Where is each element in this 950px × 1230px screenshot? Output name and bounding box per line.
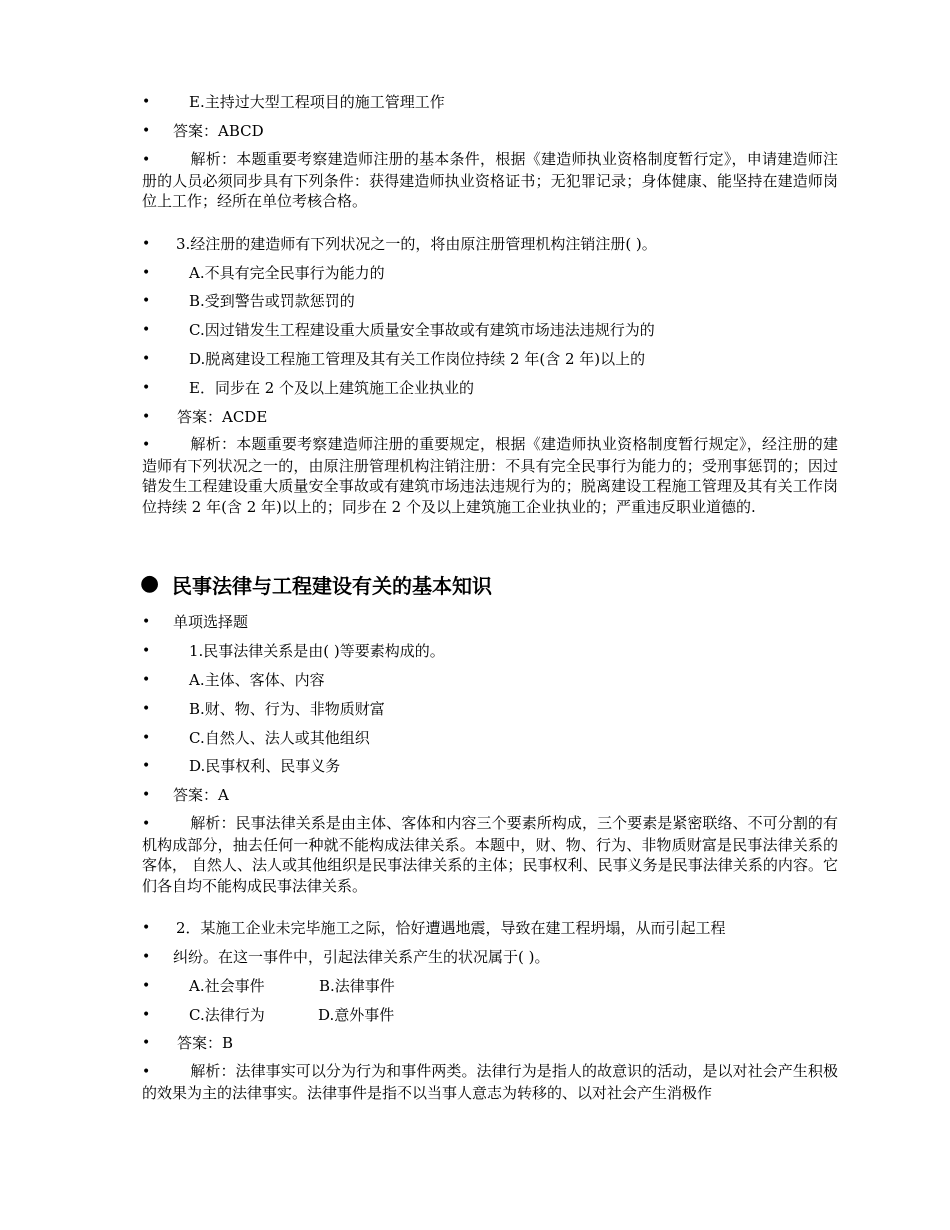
bullet: • bbox=[142, 94, 151, 110]
option-c: C.法律行为 bbox=[189, 1006, 265, 1024]
option-b: B.财、物、行为、非物质财富 bbox=[189, 700, 385, 718]
bullet: • bbox=[142, 1007, 151, 1023]
bullet: • bbox=[142, 730, 151, 746]
bullet: • bbox=[142, 672, 151, 688]
bullet: • bbox=[142, 816, 151, 832]
heading-text: 民事法律与工程建设有关的基本知识 bbox=[172, 574, 492, 598]
analysis-text: 解析：民事法律关系是由主体、客体和内容三个要素所构成，三个要素是紧密联络、不可分割的有机构成部分，抽去任何一种就不能构成法律关系。本题中，财、物、行为、非物质财富是民事法律关系的客体， 自然人、法人或其他组织是民事法律关系的主体；民事权利、民事义务是民事法律关系的内容。它们各自均不能构成民事法律关系。 bbox=[142, 814, 838, 895]
bullet: • bbox=[142, 978, 151, 994]
option-a: A.主体、客体、内容 bbox=[189, 671, 325, 689]
bullet: • bbox=[142, 351, 151, 367]
bullet: • bbox=[142, 787, 151, 803]
bullet: • bbox=[142, 920, 151, 936]
bullet: • bbox=[142, 123, 151, 139]
question-text: 2．某施工企业未完毕施工之际，恰好遭遇地震，导致在建工程坍塌，从而引起工程 bbox=[176, 919, 726, 937]
bullet: • bbox=[142, 1035, 151, 1051]
question-type: 单项选择题 bbox=[173, 613, 249, 631]
analysis-paragraph bbox=[142, 149, 838, 212]
analysis-text: 解析：本题重要考察建造师注册的重要规定，根据《建造师执业资格制度暂行规定》，经注册的建造师有下列状况之一的，由原注册管理机构注销注册：不具有完全民事行为能力的；受刑事惩罚的；因过错发生工程建设重大质量安全事故或有建筑市场违法违规行为的；脱离建设工程施工管理及其有关工作岗位持续 2 年(含 2 年)以上的；同步在 2 个及以上建筑施工企业执业的；严重违反职业道德的. bbox=[142, 435, 838, 516]
bullet: • bbox=[142, 152, 151, 168]
answer: 答案：B bbox=[177, 1034, 234, 1052]
bullet: • bbox=[142, 701, 151, 717]
option-b: B.法律事件 bbox=[319, 977, 395, 995]
option-c: C.因过错发生工程建设重大质量安全事故或有建筑市场违法违规行为的 bbox=[189, 321, 655, 339]
option-a: A.社会事件 bbox=[189, 977, 265, 995]
heading-bullet: ● bbox=[140, 571, 160, 596]
option-c: C.自然人、法人或其他组织 bbox=[189, 729, 370, 747]
answer: 答案：ACDE bbox=[177, 408, 268, 426]
analysis-text: 解析：法律事实可以分为行为和事件两类。法律行为是指人的故意识的活动，是以对社会产生积极的效果为主的法律事实。法律事件是指不以当事人意志为转移的、以对社会产生消极作 bbox=[142, 1062, 838, 1102]
answer: 答案：A bbox=[173, 786, 229, 804]
question-text: 1.民事法律关系是由( )等要素构成的。 bbox=[189, 642, 445, 660]
bullet: • bbox=[142, 949, 151, 965]
bullet: • bbox=[142, 1064, 151, 1080]
option-a: A.不具有完全民事行为能力的 bbox=[189, 264, 385, 282]
bullet: • bbox=[142, 322, 151, 338]
analysis-paragraph bbox=[142, 434, 838, 517]
analysis-paragraph bbox=[142, 813, 838, 896]
question-text-continued: 纠纷。在这一事件中，引起法律关系产生的状况属于( )。 bbox=[173, 948, 550, 966]
option-e: E．同步在 2 个及以上建筑施工企业执业的 bbox=[189, 379, 475, 397]
analysis-text: 解析：本题重要考察建造师注册的基本条件，根据《建造师执业资格制度暂行定》，申请建造师注册的人员必须同步具有下列条件：获得建造师执业资格证书；无犯罪记录；身体健康、能坚持在建造师岗位上工作；经所在单位考核合格。 bbox=[142, 150, 838, 210]
bullet: • bbox=[142, 380, 151, 396]
question-text: 3.经注册的建造师有下列状况之一的，将由原注册管理机构注销注册( )。 bbox=[176, 235, 657, 253]
bullet: • bbox=[142, 643, 151, 659]
bullet: • bbox=[142, 409, 151, 425]
answer: 答案：ABCD bbox=[173, 122, 264, 140]
option-d: D.脱离建设工程施工管理及其有关工作岗位持续 2 年(含 2 年)以上的 bbox=[189, 350, 646, 368]
analysis-paragraph bbox=[142, 1061, 838, 1103]
bullet: • bbox=[142, 293, 151, 309]
option-b: B.受到警告或罚款惩罚的 bbox=[189, 292, 355, 310]
option-d: D.民事权利、民事义务 bbox=[189, 757, 341, 775]
bullet: • bbox=[142, 614, 151, 630]
bullet: • bbox=[142, 437, 151, 453]
bullet: • bbox=[142, 758, 151, 774]
option-d: D.意外事件 bbox=[318, 1006, 395, 1024]
option-e: E.主持过大型工程项目的施工管理工作 bbox=[189, 93, 445, 111]
bullet: • bbox=[142, 236, 151, 252]
bullet: • bbox=[142, 265, 151, 281]
